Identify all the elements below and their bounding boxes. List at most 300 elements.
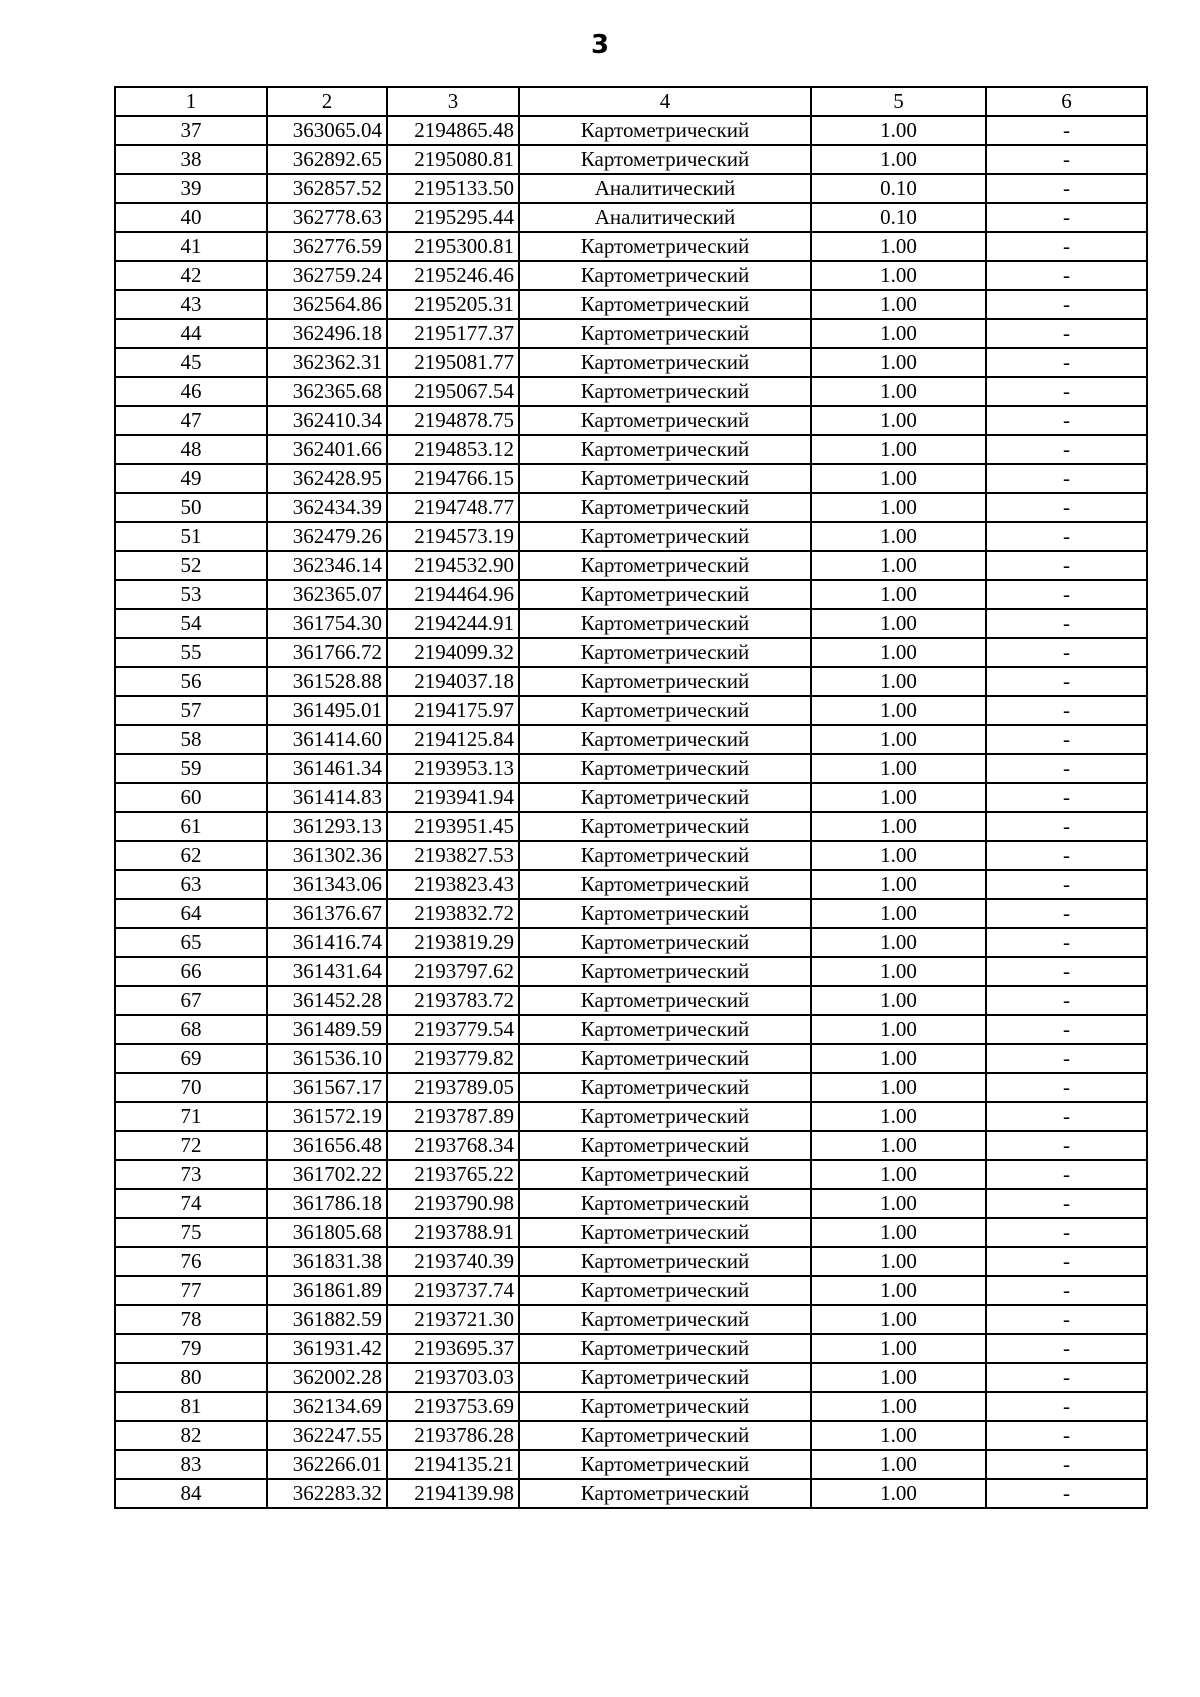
y-coordinate-cell: 2193721.30: [387, 1305, 519, 1334]
x-coordinate-cell: 361702.22: [267, 1160, 387, 1189]
column-header-6: 6: [986, 87, 1147, 116]
x-coordinate-cell: 361489.59: [267, 1015, 387, 1044]
table-row: [115, 290, 1147, 319]
accuracy-cell: 1.00: [811, 870, 986, 899]
y-coordinate-cell: 2194865.48: [387, 116, 519, 145]
description-cell: -: [986, 1363, 1147, 1392]
method-cell: Картометрический: [519, 754, 811, 783]
table-row: [115, 464, 1147, 493]
table-row: [115, 377, 1147, 406]
point-number-cell: 47: [115, 406, 267, 435]
table-row: [115, 957, 1147, 986]
accuracy-cell: 1.00: [811, 1479, 986, 1508]
x-coordinate-cell: 362365.07: [267, 580, 387, 609]
description-cell: -: [986, 1276, 1147, 1305]
table-row: [115, 435, 1147, 464]
y-coordinate-cell: 2193779.82: [387, 1044, 519, 1073]
y-coordinate-cell: 2195067.54: [387, 377, 519, 406]
x-coordinate-cell: 361302.36: [267, 841, 387, 870]
accuracy-cell: 1.00: [811, 1073, 986, 1102]
x-coordinate-cell: 362266.01: [267, 1450, 387, 1479]
description-cell: -: [986, 1073, 1147, 1102]
table-row: [115, 1218, 1147, 1247]
description-cell: -: [986, 638, 1147, 667]
table-row: [115, 1392, 1147, 1421]
x-coordinate-cell: 361414.60: [267, 725, 387, 754]
point-number-cell: 55: [115, 638, 267, 667]
method-cell: Картометрический: [519, 1247, 811, 1276]
page-number: 3: [590, 30, 610, 60]
y-coordinate-cell: 2194175.97: [387, 696, 519, 725]
point-number-cell: 69: [115, 1044, 267, 1073]
method-cell: Картометрический: [519, 522, 811, 551]
column-header-4: 4: [519, 87, 811, 116]
table-row: [115, 406, 1147, 435]
method-cell: Картометрический: [519, 1189, 811, 1218]
point-number-cell: 82: [115, 1421, 267, 1450]
method-cell: Картометрический: [519, 696, 811, 725]
x-coordinate-cell: 362283.32: [267, 1479, 387, 1508]
accuracy-cell: 1.00: [811, 1450, 986, 1479]
y-coordinate-cell: 2194878.75: [387, 406, 519, 435]
description-cell: -: [986, 870, 1147, 899]
x-coordinate-cell: 362496.18: [267, 319, 387, 348]
x-coordinate-cell: 361461.34: [267, 754, 387, 783]
y-coordinate-cell: 2195177.37: [387, 319, 519, 348]
point-number-cell: 52: [115, 551, 267, 580]
method-cell: Картометрический: [519, 1073, 811, 1102]
table-row: [115, 609, 1147, 638]
column-header-5: 5: [811, 87, 986, 116]
description-cell: -: [986, 928, 1147, 957]
x-coordinate-cell: 362857.52: [267, 174, 387, 203]
description-cell: -: [986, 348, 1147, 377]
description-cell: -: [986, 725, 1147, 754]
y-coordinate-cell: 2194135.21: [387, 1450, 519, 1479]
x-coordinate-cell: 362776.59: [267, 232, 387, 261]
method-cell: Картометрический: [519, 232, 811, 261]
accuracy-cell: 1.00: [811, 1247, 986, 1276]
description-cell: -: [986, 1334, 1147, 1363]
accuracy-cell: 1.00: [811, 638, 986, 667]
y-coordinate-cell: 2193951.45: [387, 812, 519, 841]
accuracy-cell: 1.00: [811, 377, 986, 406]
column-header-2: 2: [267, 87, 387, 116]
x-coordinate-cell: 362410.34: [267, 406, 387, 435]
y-coordinate-cell: 2193787.89: [387, 1102, 519, 1131]
method-cell: Картометрический: [519, 464, 811, 493]
table-row: [115, 580, 1147, 609]
point-number-cell: 60: [115, 783, 267, 812]
method-cell: Картометрический: [519, 986, 811, 1015]
y-coordinate-cell: 2194853.12: [387, 435, 519, 464]
method-cell: Картометрический: [519, 1218, 811, 1247]
point-number-cell: 80: [115, 1363, 267, 1392]
method-cell: Картометрический: [519, 1131, 811, 1160]
y-coordinate-cell: 2193783.72: [387, 986, 519, 1015]
y-coordinate-cell: 2193819.29: [387, 928, 519, 957]
description-cell: -: [986, 1450, 1147, 1479]
y-coordinate-cell: 2194573.19: [387, 522, 519, 551]
accuracy-cell: 1.00: [811, 551, 986, 580]
accuracy-cell: 1.00: [811, 1334, 986, 1363]
table-row: [115, 986, 1147, 1015]
method-cell: Картометрический: [519, 406, 811, 435]
x-coordinate-cell: 361656.48: [267, 1131, 387, 1160]
table-row: [115, 348, 1147, 377]
method-cell: Картометрический: [519, 1160, 811, 1189]
point-number-cell: 49: [115, 464, 267, 493]
method-cell: Картометрический: [519, 1479, 811, 1508]
point-number-cell: 66: [115, 957, 267, 986]
point-number-cell: 39: [115, 174, 267, 203]
method-cell: Картометрический: [519, 957, 811, 986]
accuracy-cell: 1.00: [811, 696, 986, 725]
header-row: [115, 87, 1147, 116]
description-cell: -: [986, 551, 1147, 580]
accuracy-cell: 1.00: [811, 986, 986, 1015]
column-header-3: 3: [387, 87, 519, 116]
point-number-cell: 83: [115, 1450, 267, 1479]
table-row: [115, 1334, 1147, 1363]
description-cell: -: [986, 957, 1147, 986]
description-cell: -: [986, 1160, 1147, 1189]
x-coordinate-cell: 361536.10: [267, 1044, 387, 1073]
table-row: [115, 1015, 1147, 1044]
accuracy-cell: 1.00: [811, 667, 986, 696]
table-row: [115, 493, 1147, 522]
point-number-cell: 59: [115, 754, 267, 783]
accuracy-cell: 1.00: [811, 145, 986, 174]
table-row: [115, 1363, 1147, 1392]
accuracy-cell: 0.10: [811, 203, 986, 232]
method-cell: Картометрический: [519, 1044, 811, 1073]
x-coordinate-cell: 362479.26: [267, 522, 387, 551]
method-cell: Аналитический: [519, 174, 811, 203]
x-coordinate-cell: 361414.83: [267, 783, 387, 812]
y-coordinate-cell: 2193740.39: [387, 1247, 519, 1276]
x-coordinate-cell: 362365.68: [267, 377, 387, 406]
description-cell: -: [986, 1305, 1147, 1334]
point-number-cell: 53: [115, 580, 267, 609]
x-coordinate-cell: 362434.39: [267, 493, 387, 522]
accuracy-cell: 0.10: [811, 174, 986, 203]
table-row: [115, 899, 1147, 928]
table-row: [115, 754, 1147, 783]
accuracy-cell: 1.00: [811, 1305, 986, 1334]
description-cell: -: [986, 812, 1147, 841]
y-coordinate-cell: 2193827.53: [387, 841, 519, 870]
x-coordinate-cell: 361495.01: [267, 696, 387, 725]
table-row: [115, 1479, 1147, 1508]
y-coordinate-cell: 2193790.98: [387, 1189, 519, 1218]
table-row: [115, 1276, 1147, 1305]
method-cell: Картометрический: [519, 870, 811, 899]
y-coordinate-cell: 2193765.22: [387, 1160, 519, 1189]
description-cell: -: [986, 493, 1147, 522]
method-cell: Картометрический: [519, 1102, 811, 1131]
method-cell: Картометрический: [519, 638, 811, 667]
x-coordinate-cell: 361416.74: [267, 928, 387, 957]
method-cell: Картометрический: [519, 609, 811, 638]
accuracy-cell: 1.00: [811, 957, 986, 986]
method-cell: Картометрический: [519, 928, 811, 957]
description-cell: -: [986, 754, 1147, 783]
point-number-cell: 41: [115, 232, 267, 261]
y-coordinate-cell: 2193768.34: [387, 1131, 519, 1160]
accuracy-cell: 1.00: [811, 1276, 986, 1305]
table-row: [115, 1160, 1147, 1189]
description-cell: -: [986, 406, 1147, 435]
x-coordinate-cell: 361766.72: [267, 638, 387, 667]
accuracy-cell: 1.00: [811, 435, 986, 464]
accuracy-cell: 1.00: [811, 1015, 986, 1044]
description-cell: -: [986, 667, 1147, 696]
method-cell: Картометрический: [519, 551, 811, 580]
point-number-cell: 77: [115, 1276, 267, 1305]
accuracy-cell: 1.00: [811, 493, 986, 522]
x-coordinate-cell: 363065.04: [267, 116, 387, 145]
table-row: [115, 174, 1147, 203]
method-cell: Картометрический: [519, 841, 811, 870]
description-cell: -: [986, 1247, 1147, 1276]
description-cell: -: [986, 580, 1147, 609]
y-coordinate-cell: 2193797.62: [387, 957, 519, 986]
y-coordinate-cell: 2193953.13: [387, 754, 519, 783]
x-coordinate-cell: 361293.13: [267, 812, 387, 841]
point-number-cell: 74: [115, 1189, 267, 1218]
accuracy-cell: 1.00: [811, 754, 986, 783]
x-coordinate-cell: 362759.24: [267, 261, 387, 290]
point-number-cell: 67: [115, 986, 267, 1015]
point-number-cell: 75: [115, 1218, 267, 1247]
point-number-cell: 37: [115, 116, 267, 145]
method-cell: Картометрический: [519, 667, 811, 696]
description-cell: -: [986, 116, 1147, 145]
table-row: [115, 667, 1147, 696]
accuracy-cell: 1.00: [811, 1131, 986, 1160]
point-number-cell: 51: [115, 522, 267, 551]
accuracy-cell: 1.00: [811, 1160, 986, 1189]
y-coordinate-cell: 2194244.91: [387, 609, 519, 638]
x-coordinate-cell: 362247.55: [267, 1421, 387, 1450]
x-coordinate-cell: 361572.19: [267, 1102, 387, 1131]
accuracy-cell: 1.00: [811, 290, 986, 319]
point-number-cell: 48: [115, 435, 267, 464]
description-cell: -: [986, 1392, 1147, 1421]
y-coordinate-cell: 2193753.69: [387, 1392, 519, 1421]
x-coordinate-cell: 361861.89: [267, 1276, 387, 1305]
method-cell: Картометрический: [519, 1305, 811, 1334]
y-coordinate-cell: 2194037.18: [387, 667, 519, 696]
description-cell: -: [986, 1218, 1147, 1247]
accuracy-cell: 1.00: [811, 580, 986, 609]
table-row: [115, 232, 1147, 261]
x-coordinate-cell: 361431.64: [267, 957, 387, 986]
x-coordinate-cell: 362778.63: [267, 203, 387, 232]
point-number-cell: 64: [115, 899, 267, 928]
method-cell: Картометрический: [519, 580, 811, 609]
y-coordinate-cell: 2194099.32: [387, 638, 519, 667]
description-cell: -: [986, 290, 1147, 319]
x-coordinate-cell: 361376.67: [267, 899, 387, 928]
point-number-cell: 56: [115, 667, 267, 696]
y-coordinate-cell: 2195246.46: [387, 261, 519, 290]
point-number-cell: 43: [115, 290, 267, 319]
table-row: [115, 1131, 1147, 1160]
y-coordinate-cell: 2194748.77: [387, 493, 519, 522]
method-cell: Картометрический: [519, 435, 811, 464]
y-coordinate-cell: 2195081.77: [387, 348, 519, 377]
description-cell: -: [986, 899, 1147, 928]
accuracy-cell: 1.00: [811, 116, 986, 145]
description-cell: -: [986, 1044, 1147, 1073]
x-coordinate-cell: 361452.28: [267, 986, 387, 1015]
description-cell: -: [986, 609, 1147, 638]
point-number-cell: 70: [115, 1073, 267, 1102]
point-number-cell: 46: [115, 377, 267, 406]
point-number-cell: 76: [115, 1247, 267, 1276]
point-number-cell: 50: [115, 493, 267, 522]
y-coordinate-cell: 2194532.90: [387, 551, 519, 580]
description-cell: -: [986, 232, 1147, 261]
table-row: [115, 203, 1147, 232]
accuracy-cell: 1.00: [811, 261, 986, 290]
point-number-cell: 84: [115, 1479, 267, 1508]
y-coordinate-cell: 2193737.74: [387, 1276, 519, 1305]
y-coordinate-cell: 2193703.03: [387, 1363, 519, 1392]
description-cell: -: [986, 1102, 1147, 1131]
method-cell: Картометрический: [519, 899, 811, 928]
y-coordinate-cell: 2195205.31: [387, 290, 519, 319]
method-cell: Картометрический: [519, 1276, 811, 1305]
method-cell: Картометрический: [519, 319, 811, 348]
x-coordinate-cell: 361882.59: [267, 1305, 387, 1334]
method-cell: Картометрический: [519, 1363, 811, 1392]
point-number-cell: 65: [115, 928, 267, 957]
method-cell: Аналитический: [519, 203, 811, 232]
y-coordinate-cell: 2195300.81: [387, 232, 519, 261]
description-cell: -: [986, 319, 1147, 348]
table-row: [115, 522, 1147, 551]
point-number-cell: 57: [115, 696, 267, 725]
x-coordinate-cell: 362892.65: [267, 145, 387, 174]
accuracy-cell: 1.00: [811, 1102, 986, 1131]
method-cell: Картометрический: [519, 725, 811, 754]
description-cell: -: [986, 145, 1147, 174]
method-cell: Картометрический: [519, 1334, 811, 1363]
table-row: [115, 725, 1147, 754]
x-coordinate-cell: 361931.42: [267, 1334, 387, 1363]
method-cell: Картометрический: [519, 290, 811, 319]
method-cell: Картометрический: [519, 812, 811, 841]
accuracy-cell: 1.00: [811, 406, 986, 435]
x-coordinate-cell: 361567.17: [267, 1073, 387, 1102]
description-cell: -: [986, 841, 1147, 870]
description-cell: -: [986, 522, 1147, 551]
x-coordinate-cell: 362401.66: [267, 435, 387, 464]
method-cell: Картометрический: [519, 1450, 811, 1479]
accuracy-cell: 1.00: [811, 522, 986, 551]
description-cell: -: [986, 1015, 1147, 1044]
accuracy-cell: 1.00: [811, 899, 986, 928]
table-row: [115, 696, 1147, 725]
table-row: [115, 1189, 1147, 1218]
point-number-cell: 54: [115, 609, 267, 638]
y-coordinate-cell: 2195295.44: [387, 203, 519, 232]
point-number-cell: 71: [115, 1102, 267, 1131]
table-row: [115, 638, 1147, 667]
y-coordinate-cell: 2194139.98: [387, 1479, 519, 1508]
point-number-cell: 78: [115, 1305, 267, 1334]
accuracy-cell: 1.00: [811, 1421, 986, 1450]
coordinates-table: [114, 86, 1148, 1509]
description-cell: -: [986, 783, 1147, 812]
y-coordinate-cell: 2195133.50: [387, 174, 519, 203]
table-row: [115, 319, 1147, 348]
table-row: [115, 1450, 1147, 1479]
y-coordinate-cell: 2193788.91: [387, 1218, 519, 1247]
x-coordinate-cell: 361786.18: [267, 1189, 387, 1218]
accuracy-cell: 1.00: [811, 812, 986, 841]
description-cell: -: [986, 203, 1147, 232]
description-cell: -: [986, 435, 1147, 464]
table-row: [115, 1421, 1147, 1450]
x-coordinate-cell: 362428.95: [267, 464, 387, 493]
method-cell: Картометрический: [519, 348, 811, 377]
description-cell: -: [986, 377, 1147, 406]
description-cell: -: [986, 174, 1147, 203]
accuracy-cell: 1.00: [811, 928, 986, 957]
point-number-cell: 44: [115, 319, 267, 348]
accuracy-cell: 1.00: [811, 464, 986, 493]
y-coordinate-cell: 2193695.37: [387, 1334, 519, 1363]
table-row: [115, 1102, 1147, 1131]
description-cell: -: [986, 464, 1147, 493]
description-cell: -: [986, 261, 1147, 290]
point-number-cell: 81: [115, 1392, 267, 1421]
y-coordinate-cell: 2194766.15: [387, 464, 519, 493]
point-number-cell: 40: [115, 203, 267, 232]
method-cell: Картометрический: [519, 261, 811, 290]
x-coordinate-cell: 362564.86: [267, 290, 387, 319]
accuracy-cell: 1.00: [811, 1218, 986, 1247]
table-row: [115, 1044, 1147, 1073]
y-coordinate-cell: 2193823.43: [387, 870, 519, 899]
method-cell: Картометрический: [519, 145, 811, 174]
y-coordinate-cell: 2193779.54: [387, 1015, 519, 1044]
x-coordinate-cell: 361805.68: [267, 1218, 387, 1247]
point-number-cell: 72: [115, 1131, 267, 1160]
method-cell: Картометрический: [519, 377, 811, 406]
accuracy-cell: 1.00: [811, 783, 986, 812]
table-row: [115, 1073, 1147, 1102]
accuracy-cell: 1.00: [811, 319, 986, 348]
accuracy-cell: 1.00: [811, 348, 986, 377]
x-coordinate-cell: 362346.14: [267, 551, 387, 580]
point-number-cell: 79: [115, 1334, 267, 1363]
table-row: [115, 1305, 1147, 1334]
point-number-cell: 38: [115, 145, 267, 174]
x-coordinate-cell: 362134.69: [267, 1392, 387, 1421]
description-cell: -: [986, 1189, 1147, 1218]
accuracy-cell: 1.00: [811, 1392, 986, 1421]
point-number-cell: 61: [115, 812, 267, 841]
table-row: [115, 1247, 1147, 1276]
table-row: [115, 145, 1147, 174]
y-coordinate-cell: 2193941.94: [387, 783, 519, 812]
x-coordinate-cell: 362362.31: [267, 348, 387, 377]
